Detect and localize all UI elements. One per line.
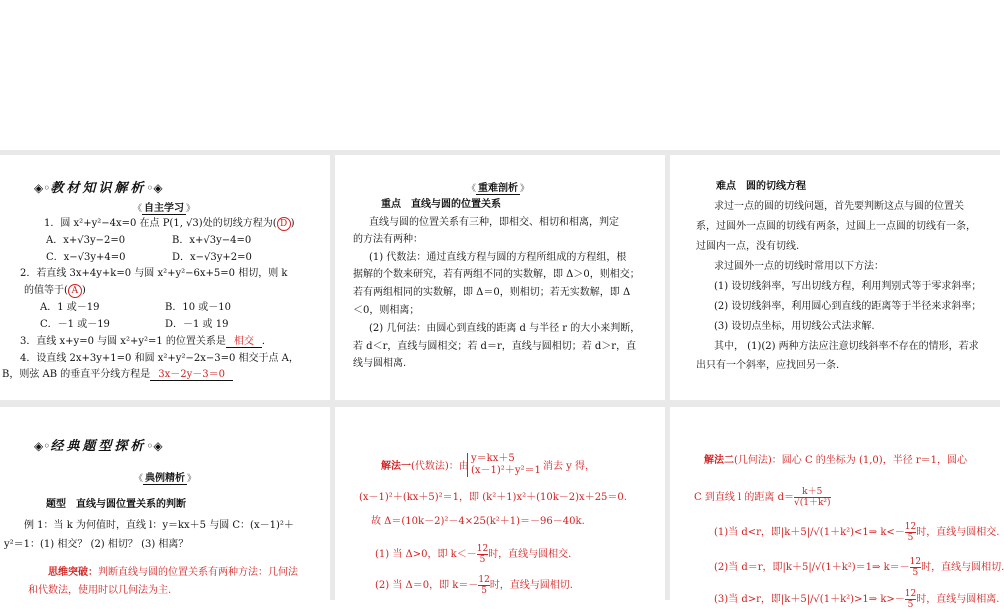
difficulty-heading: 难点 圆的切线方程	[716, 181, 806, 192]
ornament-right-icon: ◦◈	[146, 181, 163, 195]
question-4: 4．设直线 2x+3y+1=0 和圆 x²+y²−2x−3=0 相交于点 A，	[20, 353, 299, 364]
fraction: $\frac{12}{5}$	[909, 557, 922, 578]
option-c: C．x−√3y+4=0	[46, 252, 126, 263]
problem-type-heading: 题型 直线与圆位置关系的判断	[46, 499, 186, 510]
equation-system: y＝kx＋5 (x－1)²＋y²＝1	[467, 453, 541, 477]
solution-intro: 解法二(几何法)：圆心 C 的坐标为 (1,0)，半径 r＝1，圆心	[704, 455, 968, 466]
paragraph-line: 其中， (1)(2) 两种方法应注意切线斜率不存在的情形，若求	[714, 341, 979, 352]
paragraph-line: 过圆内一点，没有切线.	[696, 241, 800, 252]
example-question: 例 1：当 k 为何值时，直线 l：y＝kx＋5 与圆 C：(x－1)²＋	[24, 520, 294, 531]
case-1: (1) 当 Δ>0，即 k＜－ $\frac{12}{5}$ 时，直线与圆相交.	[375, 544, 572, 565]
paragraph-line: 线与圆相离.	[353, 358, 407, 369]
option-d: D．x−√3y+2=0	[172, 252, 252, 263]
example-question-cont: y²＝1：(1) 相交？ (2) 相切？ (3) 相离？	[4, 539, 189, 550]
answer-blank: 相交	[226, 336, 262, 348]
fraction: $\frac{12}{5}$	[476, 544, 489, 565]
option-a: A．x+√3y−2=0	[46, 235, 126, 246]
subsection-label: 《 自主学习 》	[133, 203, 196, 214]
ornament-right-icon: ◦◈	[146, 439, 163, 453]
paragraph-line: 求过圆外一点的切线时常用以下方法：	[714, 261, 884, 272]
paragraph-line: 的方法有两种：	[353, 234, 423, 245]
option-a: A．1 或－19	[40, 302, 100, 313]
discriminant-line: 故 Δ＝(10k－2)²－4×25(k²＋1)＝－96－40k.	[371, 516, 585, 527]
chevron-right-icon: 》	[186, 204, 196, 214]
ornament-left-icon: ◈◦	[34, 181, 51, 195]
slide-1[interactable]	[0, 155, 330, 400]
paragraph-line: ＜0，则相离；	[353, 305, 420, 316]
case-2: (2) 当 Δ＝0，即 k＝－ $\frac{12}{5}$ 时，直线与圆相切.	[375, 575, 573, 596]
question-4-cont: B，则弦 AB 的垂直平分线方程是 3x－2y－3＝0	[2, 369, 233, 381]
paragraph-line: (1) 设切线斜率，写出切线方程，利用判别式等于零求斜率；	[714, 281, 982, 292]
slide-3[interactable]	[670, 155, 1000, 400]
eliminate-text: 消去 y 得，	[543, 461, 596, 472]
fraction: $\frac{12}{5}$	[904, 589, 917, 610]
paragraph-line: 出只有一个斜率，应找回另一条.	[696, 360, 840, 371]
paragraph-line: 系，过圆外一点圆的切线有两条，过圆上一点圆的切线有一条，	[696, 221, 976, 232]
paragraph-line: 若 d＜r，直线与圆相交；若 d＝r，直线与圆相切；若 d＞r，直	[353, 341, 637, 352]
question-3: 3．直线 x+y=0 与圆 x²+y²=1 的位置关系是 相交 ．	[20, 336, 272, 347]
fraction: $\frac{12}{5}$	[904, 522, 917, 543]
option-b: B．x+√3y−4=0	[172, 235, 252, 246]
paragraph-line: (2) 几何法：由圆心到直线的距离 d 与半径 r 的大小来判断，	[369, 323, 641, 334]
ornament-left-icon: ◈◦	[34, 439, 51, 453]
case-1: (1)当 d<r，即|k＋5|/√(1＋k²)<1⇒ k<－ $\frac{12}{5}$ 时，直线与圆相交.	[714, 522, 1000, 543]
top-blank-area	[0, 0, 1000, 150]
paragraph-line: 求过一点的圆的切线问题，首先要判断这点与圆的位置关	[714, 201, 964, 212]
question-2: 2．若直线 3x+4y+k=0 与圆 x²+y²−6x+5=0 相切，则 k	[20, 268, 288, 279]
paragraph-line: 直线与圆的位置关系有三种，即相交、相切和相离，判定	[369, 217, 619, 228]
chevron-right-icon: 》	[520, 184, 530, 194]
slide-6[interactable]	[670, 407, 1004, 610]
paragraph-line: (2) 设切线斜率，利用圆心到直线的距离等于半径来求斜率；	[714, 301, 982, 312]
case-2: (2)当 d＝r，即|k＋5|/√(1＋k²)＝1⇒ k＝－ $\frac{12}{5}$ 时，直线与圆相切.	[714, 557, 1004, 578]
chevron-left-icon: 《	[467, 184, 477, 194]
solution-intro: 解法一(代数法)：由	[381, 461, 469, 472]
chevron-left-icon: 《	[134, 474, 144, 484]
answer-blank: 3x－2y－3＝0	[150, 369, 233, 381]
subsection-label: 《 重难剖析 》	[467, 183, 530, 194]
slide-2[interactable]	[335, 155, 665, 400]
equation-line: (x－1)²＋(kx＋5)²＝1，即 (k²＋1)x²＋(10k－2)x＋25＝0.	[359, 492, 627, 503]
chevron-right-icon: 》	[187, 474, 197, 484]
hint-line-cont: 和代数法，使用时以几何法为主.	[28, 585, 172, 596]
question-1: 1．圆 x²+y²−4x=0 在点 P(1, √3)处的切线方程为( D )	[44, 218, 295, 229]
section-title: ◈◦教材知识解析◦◈	[34, 181, 163, 196]
paragraph-line: (1) 代数法：通过直线方程与圆的方程所组成的方程组，根	[369, 252, 627, 263]
answer-mark: A	[68, 284, 82, 298]
option-b: B．10 或－10	[165, 302, 231, 313]
subsection-label: 《 典例精析 》	[134, 473, 197, 484]
question-2-cont: 的值等于( A )	[24, 285, 86, 296]
key-point-heading: 重点 直线与圆的位置关系	[381, 199, 501, 210]
slide-5[interactable]	[335, 407, 665, 600]
case-3: (3)当 d>r，即|k＋5|/√(1＋k²)>1⇒ k>－ $\frac{12}{5}$ 时，直线与圆相离.	[714, 589, 1000, 610]
option-c: C．－1 或－19	[40, 319, 110, 330]
fraction: $\frac{12}{5}$	[478, 575, 490, 596]
answer-mark: D	[277, 217, 291, 231]
fraction: $\frac{k+5}{\text{√(1＋k²)}}$	[793, 487, 831, 508]
slide-4[interactable]	[0, 407, 330, 600]
section-title: ◈◦经典题型探析◦◈	[34, 439, 163, 454]
paragraph-line: 若有两组相同的实数解，即 Δ＝0，则相切；若无实数解，即 Δ	[353, 287, 631, 298]
paragraph-line: (3) 设切点坐标，用切线公式法求解.	[714, 321, 875, 332]
option-d: D．－1 或 19	[165, 319, 229, 330]
hint-line: 思维突破：判断直线与圆的位置关系有两种方法：几何法	[48, 567, 298, 578]
distance-line: C 到直线 l 的距离 d＝ $\frac{k+5}{\text{√(1＋k²)}}$	[694, 487, 831, 508]
chevron-left-icon: 《	[133, 204, 143, 214]
paragraph-line: 据解的个数来研究，若有两组不同的实数解，即 Δ＞0，则相交；	[353, 269, 640, 280]
